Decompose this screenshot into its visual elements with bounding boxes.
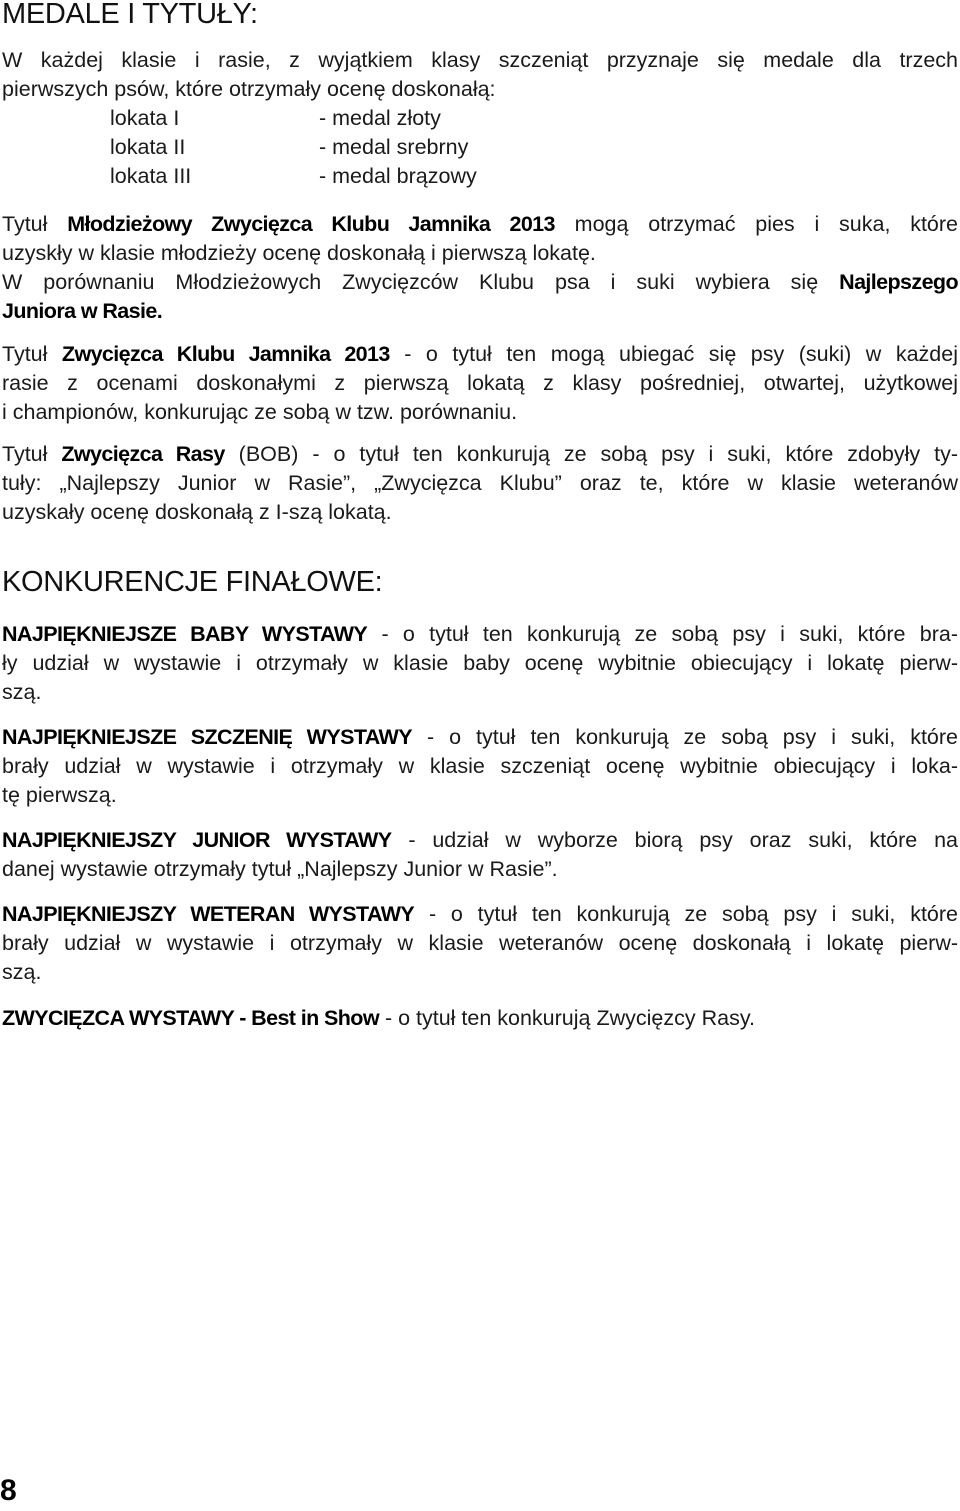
text-line: brały udział w wystawie i otrzymały w klasie szczeniąt ocenę wybitnie obiecujący i loka- [2,754,958,778]
bold-title: Najlepszego [839,270,958,294]
bold-title: Zwycięzca Klubu Jamnika 2013 [61,342,390,366]
bold-title: Młodzieżowy Zwycięzca Klubu Jamnika 2013 [67,212,555,236]
text-line [2,723,958,752]
text-run: Tytuł [2,342,62,366]
text-line: uzyskały ocenę doskonałą z I-szą lokatą. [2,500,392,524]
best-baby-paragraph [2,620,958,707]
text-run: Tytuł [2,212,68,236]
bold-title: Juniora w Rasie. [2,299,163,323]
bold-title: NAJPIĘKNIEJSZY JUNIOR WYSTAWY [2,828,392,852]
medal-name: - medal złoty [319,106,441,130]
best-puppy-paragraph [2,723,958,810]
text-line: W każdej klasie i rasie, z wyjątkiem klasy szczeniąt przyznaje się medale dla trzech [2,48,958,72]
text-line [2,1004,958,1033]
bold-title: ZWYCIĘZCA WYSTAWY - Best in Show [2,1006,379,1030]
text-line [2,268,958,297]
text-run: - o tytuł ten konkurują Zwycięzcy Rasy. [378,1006,755,1030]
breed-winner-paragraph [2,440,958,527]
text-line: szą. [2,680,42,704]
text-line [2,900,958,929]
text-run: - o tytuł ten mogą ubiegać się psy (suki) w każdej [389,342,958,366]
text-run: - o tytuł ten konkurują ze sobą psy i suki, które bra- [367,622,958,646]
text-line: pierwszych psów, które otrzymały ocenę doskonałą: [2,77,496,101]
medal-place: lokata I [110,106,180,130]
junior-winner-paragraph [2,210,958,326]
text-line: rasie z ocenami doskonałymi z pierwszą lokatą z klasy pośredniej, otwartej, użytkowej [2,371,958,395]
bold-title: NAJPIĘKNIEJSZE BABY WYSTAWY [2,622,368,646]
text-line [2,340,958,369]
text-line: danej wystawie otrzymały tytuł „Najlepszy Junior w Rasie”. [2,857,558,881]
page-number: 8 [0,1474,17,1507]
text-line [2,440,958,469]
club-winner-paragraph [2,340,958,427]
intro-paragraph [2,46,958,104]
text-line: ły udział w wystawie i otrzymały w klasie baby ocenę wybitnie obiecujący i lokatę pierw- [2,651,958,675]
best-junior-paragraph [2,826,958,884]
medal-place: lokata II [110,135,186,159]
text-line: szą. [2,960,42,984]
medal-name: - medal srebrny [319,135,469,159]
text-run: (BOB) - o tytuł ten konkurują ze sobą psy i suki, które zdobyły ty- [224,442,958,466]
bold-title: NAJPIĘKNIEJSZY WETERAN WYSTAWY [2,902,415,926]
text-run: - o tytuł ten konkurują ze sobą psy i suki, które [411,725,958,749]
text-run: mogą otrzymać pies i suka, które [554,212,958,236]
best-veteran-paragraph [2,900,958,987]
bold-title: NAJPIĘKNIEJSZE SZCZENIĘ WYSTAWY [2,725,412,749]
text-line [2,620,958,649]
text-line: brały udział w wystawie i otrzymały w klasie weteranów ocenę doskonałą i lokatę pierw- [2,931,958,955]
medal-name: - medal brązowy [319,164,477,188]
best-in-show-paragraph [2,1004,958,1033]
text-run: - o tytuł ten konkurują ze sobą psy i suki, które [414,902,958,926]
text-line [2,210,958,239]
text-line: uzyskły w klasie młodzieży ocenę doskonałą i pierwszą lokatę. [2,241,596,265]
section-title-medals: MEDALE I TYTUŁY: [2,0,258,30]
medal-place: lokata III [110,164,192,188]
text-line: i championów, konkurując ze sobą w tzw. porównaniu. [2,400,518,424]
text-line: tuły: „Najlepszy Junior w Rasie”, „Zwycięzca Klubu” oraz te, które w klasie weteranów [2,471,958,495]
text-line [2,826,958,855]
text-run: W porównaniu Młodzieżowych Zwycięzców Klubu psa i suki wybiera się [2,270,840,294]
section-title-finals: KONKURENCJE FINAŁOWE: [2,566,383,598]
text-run: - udział w wyborze biorą psy oraz suki, które na [391,828,958,852]
bold-title: Zwycięzca Rasy [61,442,225,466]
text-line: tę pierwszą. [2,783,117,807]
text-run: Tytuł [2,442,62,466]
